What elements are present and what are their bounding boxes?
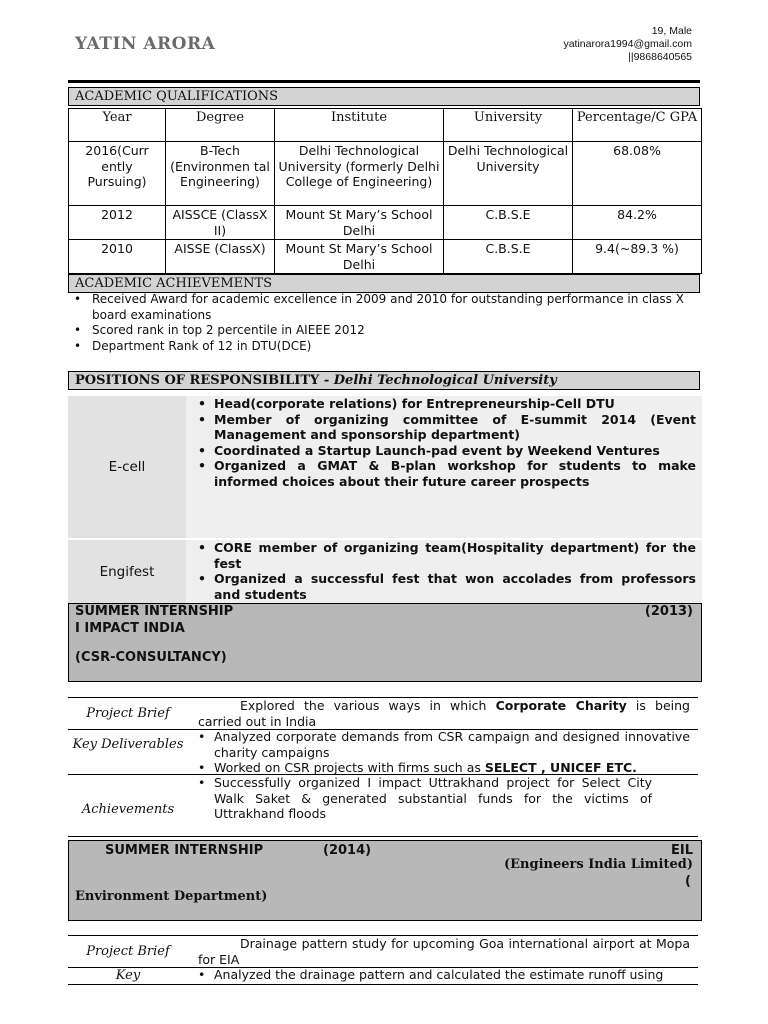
table-row — [69, 206, 702, 240]
academic-qualifications-heading: ACADEMIC QUALIFICATIONS — [68, 87, 700, 106]
list-item: • Worked on CSR projects with firms such as SELECT , UNICEF ETC. — [198, 760, 690, 776]
list-item: • Analyzed corporate demands from CSR campaign and designed innovative charity campaigns — [198, 729, 690, 760]
project-brief-label: Project Brief — [86, 706, 170, 721]
cell-degree: AISSE (ClassX) — [166, 240, 275, 274]
list-item: • CORE member of organizing team(Hospitality department) for the fest — [192, 540, 696, 571]
header-rule — [68, 80, 700, 83]
cell-percentage: 68.08% — [573, 142, 702, 206]
project-brief-label: Project Brief — [86, 944, 170, 959]
list-item: • Analyzed the drainage pattern and calculated the estimate runoff using — [198, 967, 690, 983]
positions-university: Delhi Technological University — [333, 373, 557, 388]
internship-company: (Engineers India Limited) — [503, 857, 693, 872]
list-item: • Member of organizing committee of E-summit 2014 (Event Management and sponsorship department) — [192, 412, 696, 443]
engifest-block — [68, 540, 702, 603]
divider — [68, 836, 698, 837]
list-item: • Head(corporate relations) for Entrepreneurship-Cell DTU — [192, 396, 696, 412]
engifest-label: Engifest — [68, 540, 186, 603]
paren: ( — [685, 874, 691, 889]
internship-year: (2014) — [323, 843, 372, 858]
internship-heading: SUMMER INTERNSHIP — [105, 843, 264, 858]
cell-year: 2012 — [69, 206, 166, 240]
col-university: University — [444, 109, 573, 142]
phone: ||9868640565 — [628, 51, 692, 63]
positions-heading — [68, 371, 700, 390]
list-item: • Scored rank in top 2 percentile in AIEEE 2012 — [68, 323, 698, 339]
cell-institute: Mount St Mary’s School Delhi — [275, 206, 444, 240]
internship-heading: SUMMER INTERNSHIP — [75, 604, 234, 619]
candidate-name: YATIN ARORA — [75, 34, 216, 54]
cell-year: 2016(Curr ently Pursuing) — [69, 142, 166, 206]
cell-year: 2010 — [69, 240, 166, 274]
list-item: • Organized a successful fest that won accolades from professors and students — [192, 571, 696, 602]
list-item: • Department Rank of 12 in DTU(DCE) — [68, 339, 698, 355]
cell-percentage: 84.2% — [573, 206, 702, 240]
col-degree: Degree — [166, 109, 275, 142]
internship-year: (2013) — [644, 604, 693, 619]
key-deliverables-label: Key Deliverables — [72, 737, 184, 752]
cell-degree: B-Tech (Environmen tal Engineering) — [166, 142, 275, 206]
contact-block — [563, 25, 692, 64]
age-gender: 19, Male — [651, 25, 692, 37]
internship-company: I IMPACT INDIA — [75, 621, 185, 636]
table-row — [69, 240, 702, 274]
list-item: • Received Award for academic excellence in 2009 and 2010 for outstanding performance in class X board examinations — [68, 292, 698, 323]
list-item: • Successfully organized I impact Uttrakhand project for Select City Walk Saket & generated substantial funds for the victims of Uttrakhand floods — [198, 775, 652, 822]
internship-department: (CSR-CONSULTANCY) — [75, 650, 227, 665]
cell-percentage: 9.4(~89.3 %) — [573, 240, 702, 274]
cell-university: C.B.S.E — [444, 206, 573, 240]
internship-department: Environment Department) — [75, 889, 268, 904]
internship-2014-header — [68, 840, 702, 921]
list-item: • Organized a GMAT & B-plan workshop for students to make informed choices about their future career prospects — [192, 458, 696, 489]
project-brief-text: Explored the various ways in which Corporate Charity is being carried out in India — [198, 698, 690, 729]
cell-university: C.B.S.E — [444, 240, 573, 274]
cell-institute: Delhi Technological University (formerly Delhi College of Engineering) — [275, 142, 444, 206]
internship-achievements-list — [198, 775, 652, 822]
academic-table — [68, 108, 702, 274]
ecell-list — [192, 396, 696, 490]
ecell-label: E-cell — [68, 396, 186, 538]
cell-degree: AISSCE (ClassX II) — [166, 206, 275, 240]
col-institute: Institute — [275, 109, 444, 142]
engifest-list — [192, 540, 696, 602]
ecell-block — [68, 396, 702, 538]
internship-company-short: EIL — [670, 843, 693, 858]
col-percentage: Percentage/C GPA — [573, 109, 702, 142]
divider — [68, 984, 698, 985]
project-brief-text: Drainage pattern study for upcoming Goa international airport at Mopa for EIA — [198, 936, 690, 967]
achievements-label: Achievements — [81, 802, 175, 817]
email[interactable]: yatinarora1994@gmail.com — [563, 38, 692, 50]
cell-university: Delhi Technological University — [444, 142, 573, 206]
internship-2013-header — [68, 603, 702, 682]
key-list — [198, 967, 690, 983]
col-year: Year — [69, 109, 166, 142]
positions-title: POSITIONS OF RESPONSIBILITY - — [75, 373, 334, 388]
cell-institute: Mount St Mary’s School Delhi — [275, 240, 444, 274]
deliverables-list — [198, 729, 690, 776]
academic-achievements-heading: ACADEMIC ACHIEVEMENTS — [68, 274, 700, 293]
achievements-list — [68, 292, 698, 355]
list-item: • Coordinated a Startup Launch-pad event by Weekend Ventures — [192, 443, 696, 459]
key-label: Key — [115, 968, 141, 983]
table-row — [69, 142, 702, 206]
